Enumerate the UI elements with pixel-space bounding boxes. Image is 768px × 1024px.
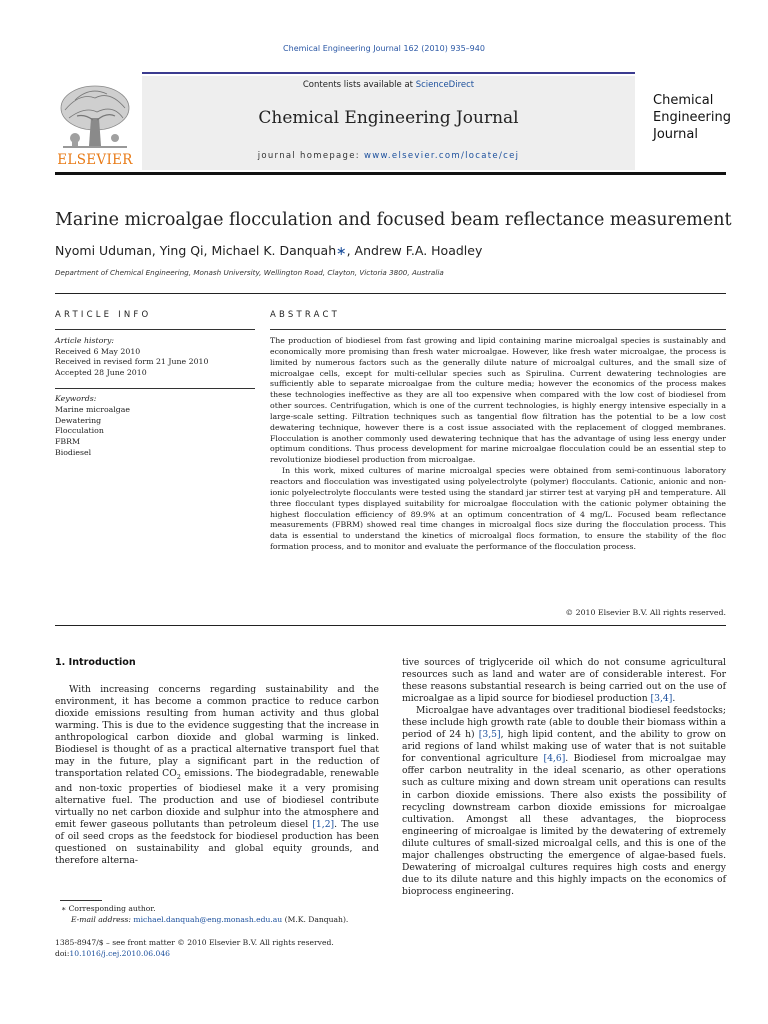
sciencedirect-link[interactable]: ScienceDirect (415, 80, 475, 90)
keyword-item: Marine microalgae (55, 404, 131, 414)
corresponding-author-marker[interactable]: ∗ (336, 243, 347, 258)
revised-date: Received in revised form 21 June 2010 (55, 357, 209, 366)
intro-paragraph-1 (55, 684, 379, 868)
accepted-date: Accepted 28 June 2010 (55, 367, 147, 377)
article-title: Marine microalgae flocculation and focused beam reflectance measurement (55, 210, 732, 230)
abstract-paragraph-1: The production of biodiesel from fast growing and lipid containing marine microalgal species is sustainably and economically more promising than fresh water microalgae. However, like fresh water microalgae, the process is limited by numerous factors such as the generally dilute nature of microalgal cultures, and the small size of microalgae cells, except for multi-cellular species such as Spirulina. Current dewatering technologies are sufficiently able to separate microalgae from the culture media; however the economics of the process makes these technologies ineffective as they are all too expensive when compared with the low cost of biodiesel from other sources. Centrifugation, which is one of the current technologies, is highly energy intensive especially in a large-scale setting. Filtration techniques such as tangential flow filtration has the potential to be a low cost dewatering technique, however there is a cost issue associated with the replacement of clogged membranes. Flocculation is another commonly used dewatering technique that has the advantage of using less energy under optimum conditions. Thus process development for marine microalgae flocculation could be an essential step to revolutionize biodiesel production from microalgae. (270, 336, 726, 465)
doi-link[interactable]: 10.1016/j.cej.2010.06.046 (69, 948, 170, 958)
keywords-label: Keywords: (55, 394, 97, 403)
co2-subscript: 2 (176, 773, 181, 782)
intro-text: . Biodiesel from microalgae may offer carbon neutrality in the ideal scenario, as other operations such as culture mixing and down stream unit operations can results in carbon dioxide emissions. There also exists the possibility of recycling downstream carbon dioxide emissions for microalgae cultivation. Amongst all these advantages, the bioprocess engineering of microalgae is limited by the dewatering of extremely dilute cultures of small-sized microalgal cells, and this is one of the major challenges obstructing the emergence of algae-based fuels. Dewatering of microalgal cultures requires high costs and energy due to its dilute nature and this highly impacts on the economics of bioprocess engineering. (402, 753, 726, 897)
corresponding-author-note: ∗ Corresponding author. (61, 904, 156, 913)
intro-text: , high lipid content, and the ability to grow on arid regions of land whilst making use of water that is not suitable for conventional agriculture (402, 729, 726, 765)
email-suffix: (M.K. Danquah). (282, 914, 349, 924)
received-date: Received 6 May 2010 (55, 346, 141, 356)
keyword-item: Flocculation (55, 426, 104, 436)
journal-homepage-line (142, 151, 635, 161)
intro-text: With increasing concerns regarding sustainability and the environment, it has become a common practice to reduce carbon dioxide emissions resulting from human activity and thus global warming. This is due to the evidence suggesting that the increase in anthropological carbon dioxide and global warming is linked. Biodiesel is thought of as a practical alternative transport fuel that may in the future, play a significant part in the reduction of transportation related CO (55, 684, 379, 780)
introduction-heading: 1. Introduction (55, 657, 136, 668)
intro-paragraph-2 (402, 705, 726, 898)
keywords-list (55, 394, 255, 459)
intro-text: . (672, 693, 676, 705)
intro-text: tive sources of triglyceride oil which do not consume agricultural resources such as land and water are of considerable interest. For these reasons substantial research is being carried out on the use of microalgae as a lipid source for biodiesel production (402, 657, 726, 705)
brand-line-2: Engineering (653, 110, 731, 125)
keyword-item: Dewatering (55, 415, 102, 425)
homepage-prefix: journal homepage: (257, 151, 364, 161)
email-note (55, 915, 379, 926)
section-divider (55, 293, 726, 294)
intro-text: emissions. The biodegradable, renewable and non-toxic properties of biodiesel make it a very promising alternative fuel. The production and use of biodiesel contribute virtually no net carbon dioxide and sulphur into the atmosphere and emit fewer gaseous pollutants than petroleum diesel (55, 768, 379, 831)
header-bottom-rule (55, 172, 726, 175)
elsevier-wordmark: ELSEVIER (57, 152, 133, 168)
reference-link[interactable]: [1,2] (312, 819, 335, 831)
footnote-rule (60, 900, 102, 901)
issn-line: 1385-8947/$ – see front matter © 2010 Elsevier B.V. All rights reserved. (55, 938, 334, 947)
article-info-heading: ARTICLE INFO (55, 310, 152, 320)
author-email-link[interactable]: michael.danquah@eng.monash.edu.au (133, 914, 283, 924)
keywords-rule (55, 388, 255, 389)
footnotes (55, 904, 379, 926)
authors-part-2: , Andrew F.A. Hoadley (346, 243, 483, 258)
header-top-rule (142, 72, 635, 74)
contents-prefix: Contents lists available at (302, 80, 416, 90)
abstract-rule (270, 329, 726, 330)
abstract-heading: ABSTRACT (270, 310, 341, 320)
author-affiliation: Department of Chemical Engineering, Monash University, Wellington Road, Clayton, Victoria 3800, Australia (55, 268, 444, 277)
journal-citation[interactable]: Chemical Engineering Journal 162 (2010) 935–940 (283, 44, 485, 53)
article-history (55, 336, 255, 378)
abstract-paragraph-2: In this work, mixed cultures of marine microalgal species were obtained from semi-continuous laboratory reactors and flocculation was investigated using polyelectrolyte (polymer) flocculants. Cationic, anionic and non-ionic polyelectrolyte flocculants were tested using the standard jar stirrer test at varying pH and temperature. All three flocculant types displayed suitability for microalgae flocculation with the cationic polymer obtaining the highest flocculation efficiency of 89.9% at an optimum concentration of 4 mg/L. Focused beam reflectance measurements (FBRM) showed real time changes in microalgal flocs size during the flocculation process. This data is essential to understand the kinetics of microalgal flocs formation, to ensure the stability of the floc formation process, and to monitor and evaluate the performance of the flocculation process. (270, 466, 726, 552)
abstract-end-rule (55, 625, 726, 626)
doi-label: doi: (55, 948, 70, 958)
homepage-link[interactable]: www.elsevier.com/locate/cej (363, 151, 520, 161)
intro-paragraph-1-cont (402, 657, 726, 705)
reference-link[interactable]: [3,4] (650, 693, 673, 705)
intro-text: Microalgae have advantages over traditional biodiesel feedstocks; these include high growth rate (able to double their biomass within a period of 24 h) (402, 705, 726, 741)
doi-line (55, 949, 379, 960)
history-label: Article history: (55, 336, 115, 345)
intro-text: . The use of oil seed crops as the feedstock for biodiesel production has been questioned on sustainability and global equity grounds, and therefore alterna- (55, 819, 379, 867)
brand-line-1: Chemical (653, 93, 714, 108)
journal-brand-logo (653, 92, 763, 143)
body-column-left (55, 684, 379, 868)
reference-link[interactable]: [4,6] (543, 753, 566, 765)
contents-availability-line (142, 80, 635, 90)
journal-title: Chemical Engineering Journal (258, 108, 519, 128)
keyword-item: Biodiesel (55, 447, 92, 457)
reference-link[interactable]: [3,5] (478, 729, 501, 741)
authors-part-1: Nyomi Uduman, Ying Qi, Michael K. Danquah (55, 243, 337, 258)
abstract-text (270, 336, 726, 553)
brand-line-3: Journal (653, 127, 698, 142)
email-label: E-mail address: (71, 914, 134, 924)
author-list (55, 243, 735, 258)
body-column-right (402, 657, 726, 898)
issn-doi-block (55, 938, 379, 960)
copyright-notice: © 2010 Elsevier B.V. All rights reserved. (565, 608, 726, 617)
keyword-item: FBRM (55, 437, 80, 447)
article-info-rule (55, 329, 255, 330)
